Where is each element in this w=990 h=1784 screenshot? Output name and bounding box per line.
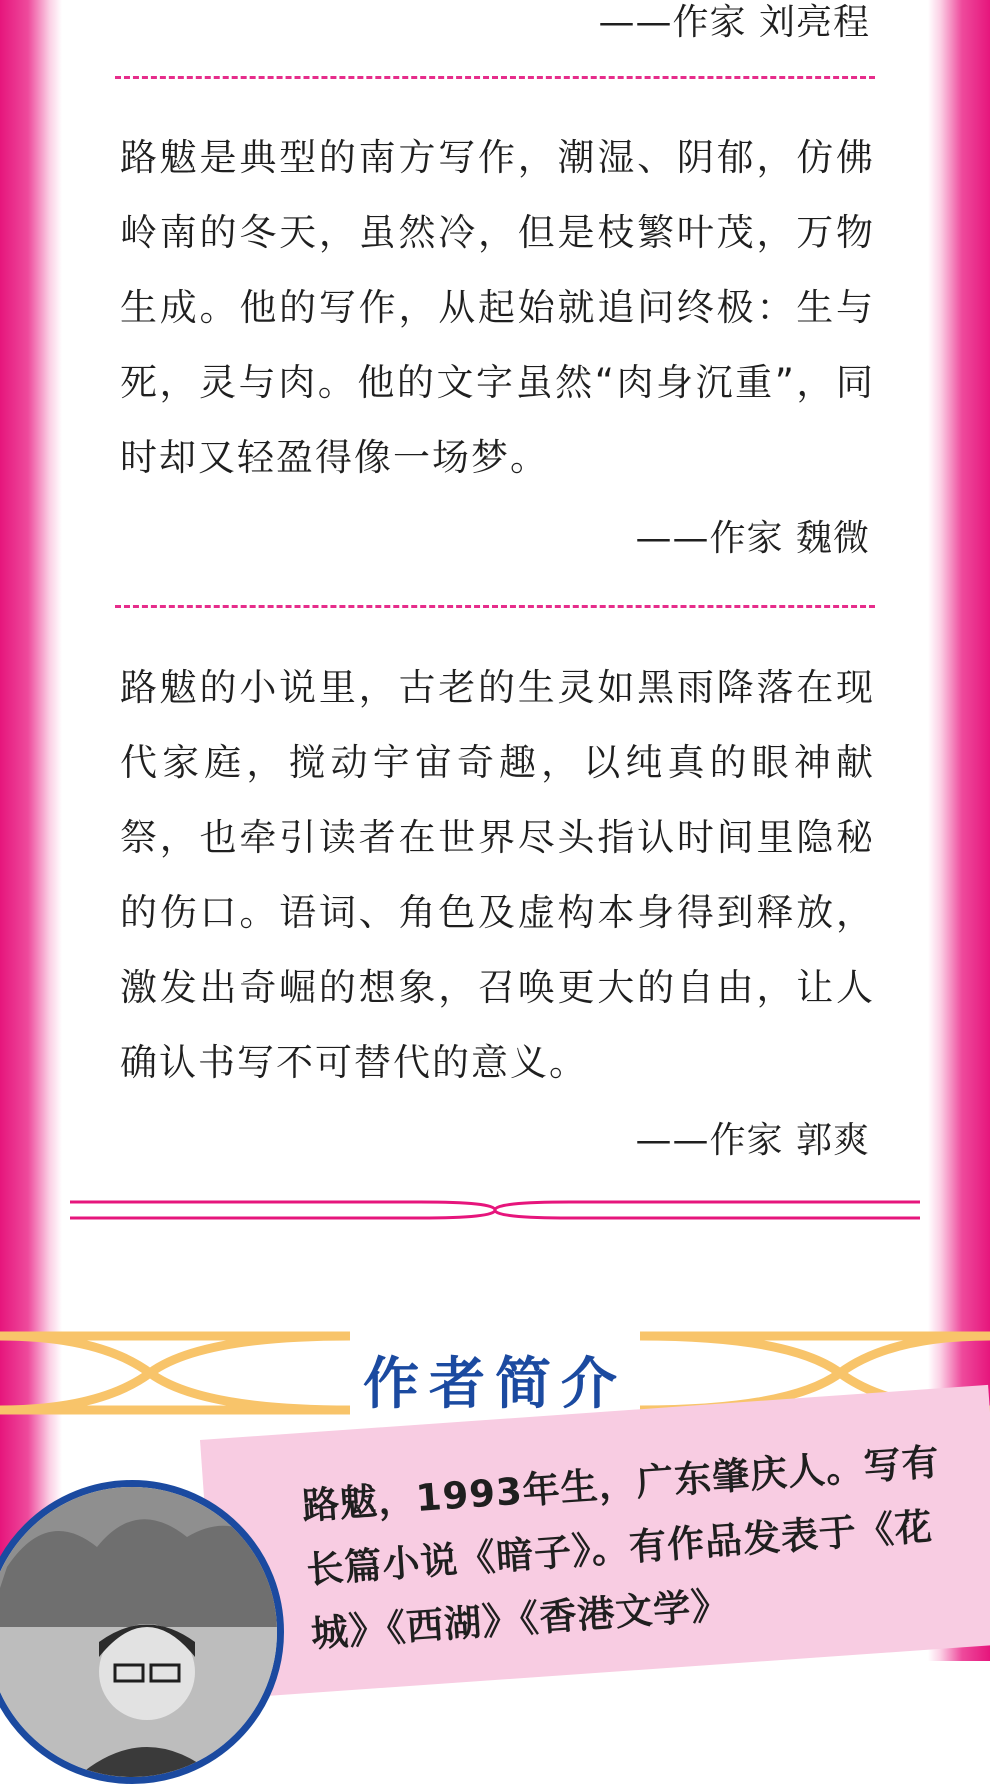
author-portrait-graphic — [0, 1487, 277, 1777]
pink-ribbon-divider — [0, 1190, 990, 1230]
review-attribution-3: ——作家 郭爽 — [635, 1120, 870, 1161]
review-attribution-2: ——作家 魏微 — [635, 518, 870, 559]
author-photo — [0, 1480, 284, 1784]
dashed-divider-2 — [115, 605, 875, 608]
author-bio-text: 路魃，1993年生，广东肇庆人。写有长篇小说《暗子》。有作品发表于《花城》《西湖》《香港文学》 — [300, 1440, 942, 1656]
author-section-title: 作者简介 — [363, 1352, 627, 1417]
dashed-divider-1 — [115, 76, 875, 79]
review-attribution-1: ——作家 刘亮程 — [598, 2, 870, 43]
review-quote-3: 路魃的小说里，古老的生灵如黑雨降落在现代家庭，搅动宇宙奇趣，以纯真的眼神献祭，也牵引读者在世界尽头指认时间里隐秘的伤口。语词、角色及虚构本身得到释放，激发出奇崛的想象，召唤更大的自由，让人确认书写不可替代的意义。 — [120, 666, 875, 1084]
review-quote-2: 路魃是典型的南方写作，潮湿、阴郁，仿佛岭南的冬天，虽然冷，但是枝繁叶茂，万物生成。他的写作，从起始就追问终极：生与死，灵与肉。他的文字虽然“肉身沉重”，同时却又轻盈得像一场梦。 — [120, 136, 875, 479]
